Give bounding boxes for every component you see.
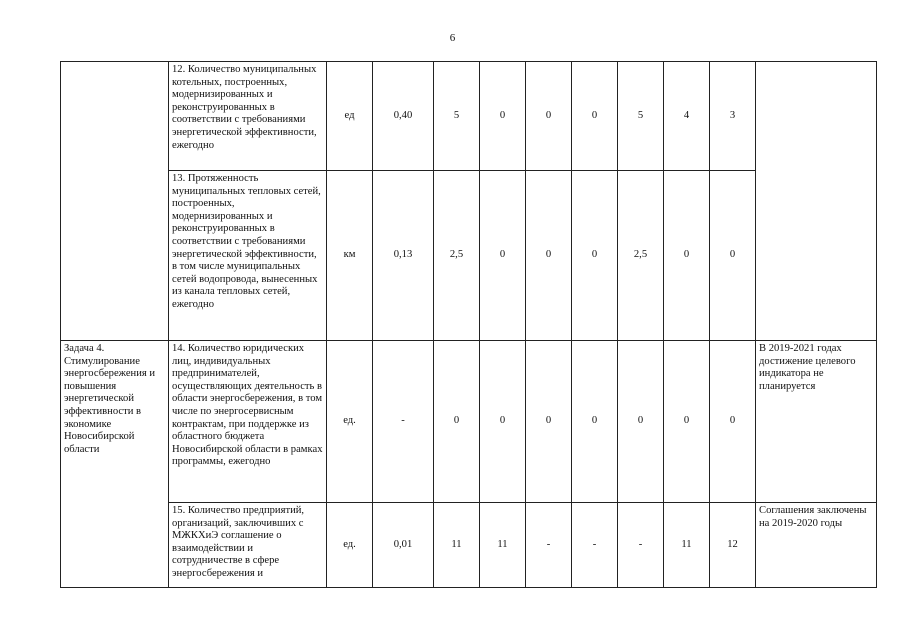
- value-cell: 5: [618, 62, 664, 171]
- value-cell: 11: [434, 503, 480, 588]
- value-cell: 0: [618, 341, 664, 503]
- value-cell: -: [526, 503, 572, 588]
- value-cell: 0,01: [373, 503, 434, 588]
- table-row: [61, 503, 877, 588]
- indicators-table: [60, 61, 877, 588]
- value-cell: 0: [710, 171, 756, 341]
- value-cell: 0: [480, 62, 526, 171]
- indicator-cell: 13. Протяженность муниципальных тепловых сетей, построенных, модернизированных и реконструированных в соответствии с требованиями энергетической эффективности, в том числе муниципальных сетей водопровода, вынесенных из канала тепловых сетей, ежегодно: [169, 171, 327, 341]
- value-cell: -: [618, 503, 664, 588]
- value-cell: 2,5: [618, 171, 664, 341]
- value-cell: 3: [710, 62, 756, 171]
- task-cell: Задача 4. Стимулирование энергосбережения и повышения энергетической эффективности в экономике Новосибирской области: [61, 341, 169, 588]
- value-cell: 0: [434, 341, 480, 503]
- value-cell: 0: [480, 171, 526, 341]
- value-cell: 0: [664, 171, 710, 341]
- value-cell: -: [572, 503, 618, 588]
- value-cell: 0: [572, 62, 618, 171]
- unit-cell: ед: [327, 62, 373, 171]
- note-cell: Соглашения заключены на 2019-2020 годы: [756, 503, 877, 588]
- unit-cell: км: [327, 171, 373, 341]
- value-cell: 12: [710, 503, 756, 588]
- value-cell: 0: [526, 62, 572, 171]
- note-cell: В 2019-2021 годах достижение целевого индикатора не планируется: [756, 341, 877, 503]
- value-cell: 4: [664, 62, 710, 171]
- value-cell: 0,40: [373, 62, 434, 171]
- note-cell: [756, 62, 877, 341]
- value-cell: 0: [526, 171, 572, 341]
- indicator-cell: 12. Количество муниципальных котельных, построенных, модернизированных и реконструированных в соответствии с требованиями энергетической эффективности, ежегодно: [169, 62, 327, 171]
- value-cell: 0: [572, 171, 618, 341]
- table-row: [61, 62, 877, 171]
- unit-cell: ед.: [327, 341, 373, 503]
- value-cell: 0: [526, 341, 572, 503]
- task-cell: [61, 62, 169, 341]
- table-row: [61, 341, 877, 503]
- value-cell: 0: [664, 341, 710, 503]
- value-cell: 5: [434, 62, 480, 171]
- value-cell: 2,5: [434, 171, 480, 341]
- page-number: 6: [449, 32, 456, 44]
- indicator-cell: 14. Количество юридических лиц, индивидуальных предпринимателей, осуществляющих деятельность в области энергосбережения, в том числе по энергосервисным контрактам, при поддержке из областного бюджета Новосибирской области в рамках программы, ежегодно: [169, 341, 327, 503]
- value-cell: 0: [480, 341, 526, 503]
- value-cell: 11: [480, 503, 526, 588]
- value-cell: 0: [572, 341, 618, 503]
- value-cell: 0: [710, 341, 756, 503]
- unit-cell: ед.: [327, 503, 373, 588]
- value-cell: -: [373, 341, 434, 503]
- value-cell: 0,13: [373, 171, 434, 341]
- table-row: [61, 171, 877, 341]
- value-cell: 11: [664, 503, 710, 588]
- indicator-cell: 15. Количество предприятий, организаций, заключивших с МЖКХиЭ соглашение о взаимодействии и сотрудничестве в сфере энергосбережения и: [169, 503, 327, 588]
